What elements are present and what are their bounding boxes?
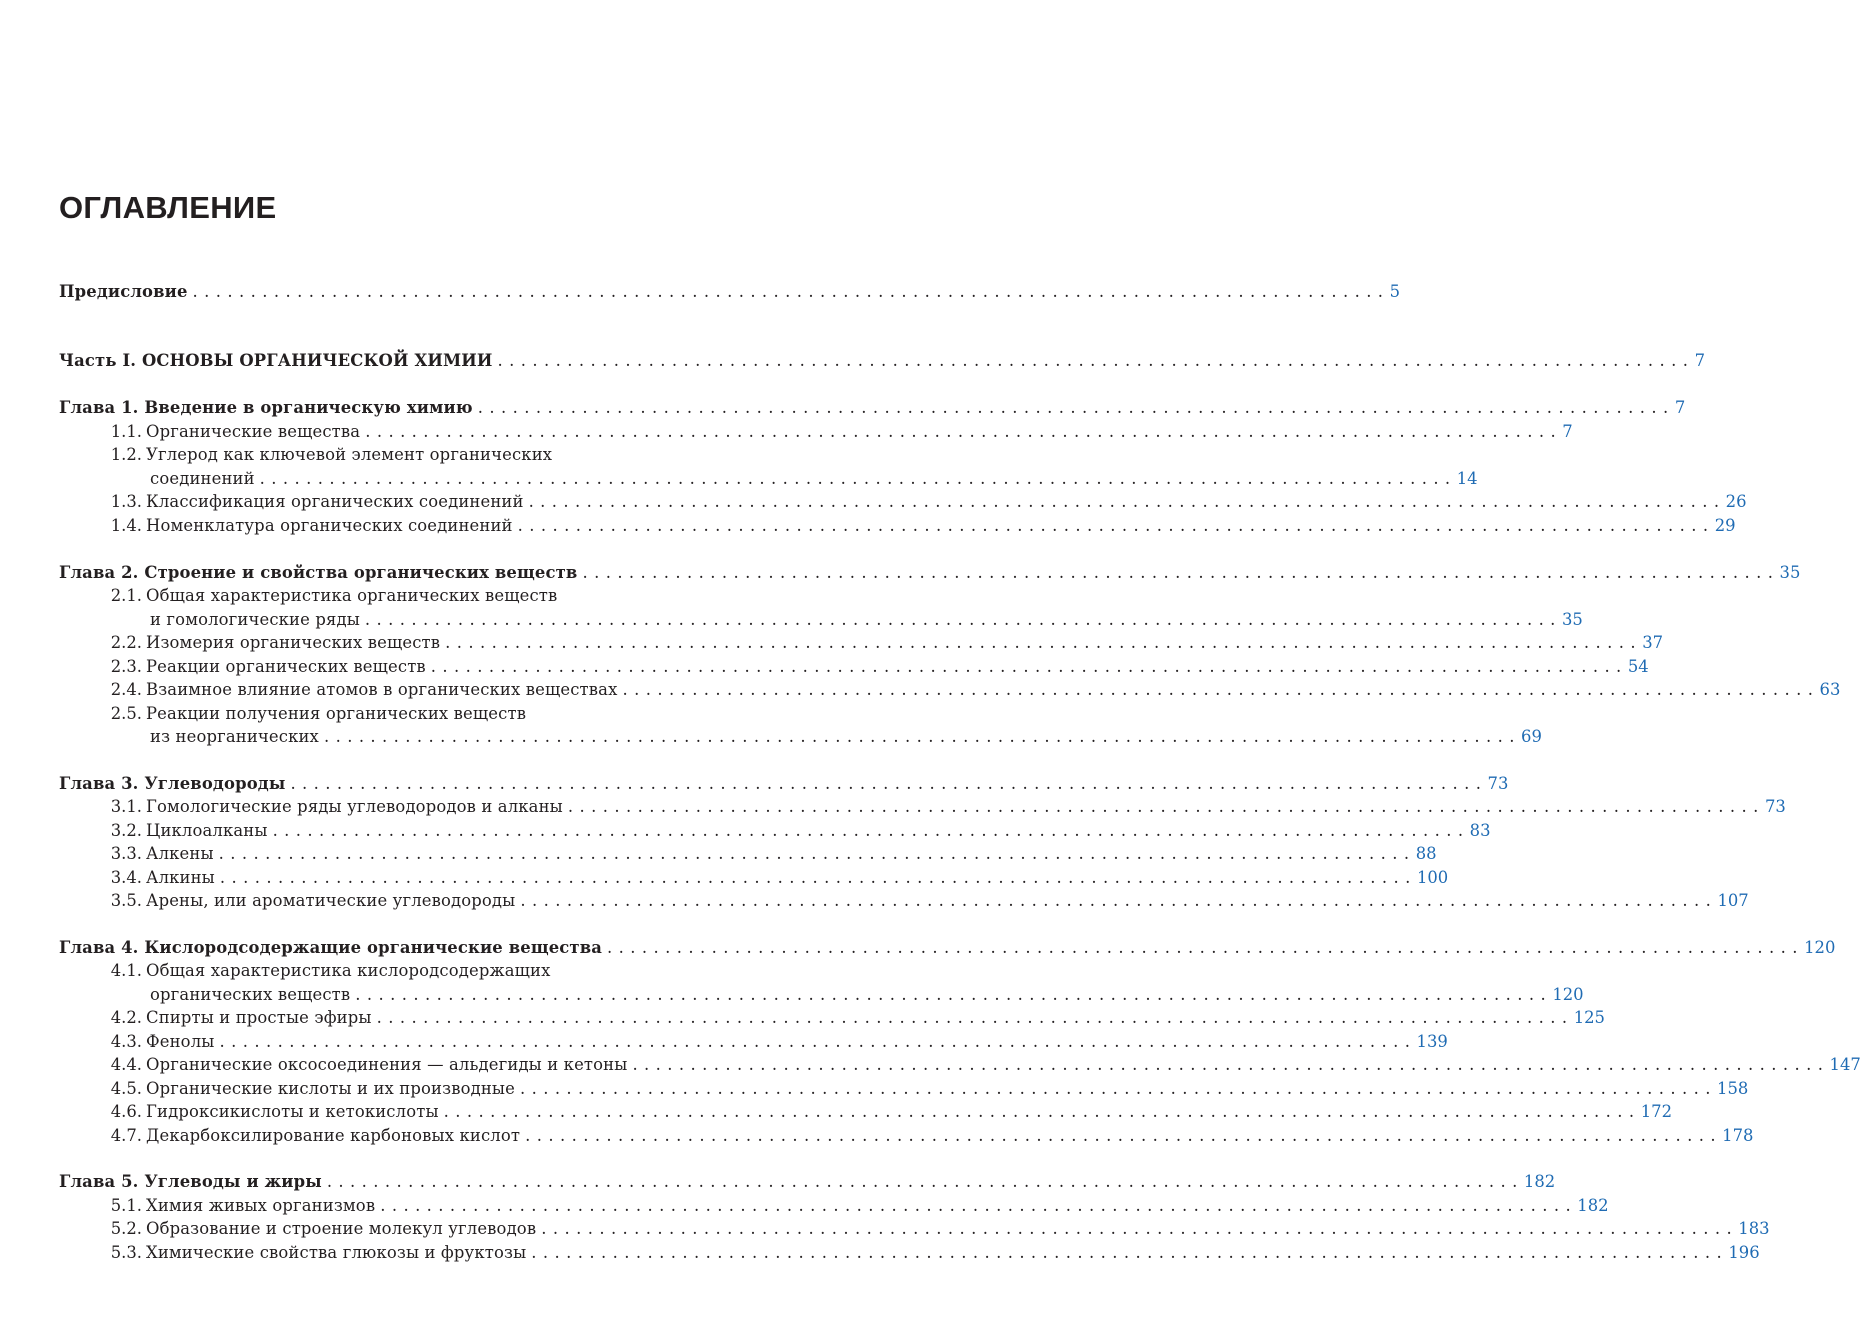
section-number: 4.4. [110,1055,142,1074]
section-number: 1.3. [110,492,142,511]
dot-leader [525,1124,1716,1148]
toc-page-number: 158 [1717,1079,1749,1098]
toc-page-number: 120 [1552,985,1584,1004]
toc-page-number: 147 [1829,1055,1861,1074]
section-number: 4.7. [110,1126,142,1145]
toc-page-number: 26 [1725,492,1747,511]
dot-leader [582,561,1773,585]
toc-chapter-2[interactable] [59,561,1801,585]
section-number: 2.4. [110,680,142,699]
section-number: 4.5. [110,1079,142,1098]
toc-entry-preface[interactable] [59,280,1401,304]
section-number: 1.4. [110,516,142,535]
section-number: 3.4. [110,868,142,887]
dot-leader [445,631,1636,655]
dot-leader [380,1194,1571,1218]
toc-page-number: 7 [1694,351,1706,370]
toc-chapter-label: Глава 1. Введение в органическую химию [59,398,473,417]
section-label: Органические вещества [146,422,361,441]
toc-page-number: 35 [1562,610,1583,629]
toc-section-4-5[interactable] [59,1077,1749,1101]
toc-section-2-4[interactable] [59,678,1841,702]
toc-section-3-5[interactable] [59,889,1749,913]
toc-section-3-3[interactable] [59,842,1437,866]
section-label: Образование и строение молекул углеводов [146,1219,537,1238]
section-label: Алкены [146,844,214,863]
toc-page-number: 73 [1764,797,1786,816]
toc-page-number: 29 [1714,516,1736,535]
section-label: Циклоалканы [146,821,268,840]
toc-chapter-1[interactable] [59,396,1686,420]
section-number: 4.3. [110,1032,142,1051]
toc-page-number: 69 [1521,727,1542,746]
section-number: 3.1. [110,797,142,816]
toc-section-5-3[interactable] [59,1241,1760,1265]
section-label: Углерод как ключевой элемент органических [146,445,553,464]
dot-leader [622,678,1813,702]
section-number: 1.1. [110,422,142,441]
section-label-continued: органических веществ [150,985,351,1004]
section-label: Взаимное влияние атомов в органических веществах [146,680,618,699]
toc-section-1-2[interactable] [59,443,827,467]
dot-leader [541,1217,1732,1241]
toc-chapter-label: Глава 3. Углеводороды [59,774,286,793]
toc-section-2-3[interactable] [59,655,1649,679]
toc-page-number: 182 [1523,1172,1556,1191]
toc-section-1-1[interactable] [59,420,1573,444]
page-title: ОГЛАВЛЕНИЕ [59,190,277,225]
toc-page-number: 139 [1416,1032,1448,1051]
toc-page-number: 73 [1487,774,1509,793]
toc-chapter-4[interactable] [59,936,1836,960]
dot-leader [498,349,1689,373]
section-label: Фенолы [146,1032,215,1051]
toc-page-number: 35 [1779,563,1801,582]
toc-section-3-2[interactable] [59,819,1491,843]
toc-section-2-5[interactable] [59,702,827,726]
section-label: Арены, или ароматические углеводороды [146,891,516,910]
section-number: 2.5. [110,704,142,723]
section-number: 5.3. [110,1243,142,1262]
toc-page-number: 7 [1674,398,1686,417]
toc-page-number: 172 [1640,1102,1673,1121]
section-label: Органические кислоты и их производные [146,1079,515,1098]
section-number: 5.1. [110,1196,142,1215]
section-label: Гидроксикислоты и кетокислоты [146,1102,439,1121]
toc-page-number: 83 [1469,821,1491,840]
section-label: Общая характеристика органических веществ [146,586,558,605]
dot-leader [520,889,1711,913]
section-number: 2.3. [110,657,142,676]
dot-leader [193,280,1384,304]
toc-section-1-4[interactable] [59,514,1736,538]
section-label: Номенклатура органических соединений [146,516,513,535]
toc-section-1-2-cont[interactable] [59,467,1478,491]
toc-page-number: 88 [1415,844,1437,863]
dot-leader [568,795,1759,819]
section-label: Спирты и простые эфиры [146,1008,372,1027]
toc-section-4-4[interactable] [59,1053,1861,1077]
toc-page-number: 5 [1389,282,1401,301]
toc-page-number: 37 [1642,633,1664,652]
toc-page-number: 14 [1456,469,1478,488]
toc-section-4-2[interactable] [59,1006,1605,1030]
toc-section-4-6[interactable] [59,1100,1673,1124]
toc-section-3-4[interactable] [59,866,1449,890]
section-label: Декарбоксилирование карбоновых кислот [146,1126,521,1145]
toc-section-3-1[interactable] [59,795,1786,819]
section-number: 4.6. [110,1102,142,1121]
toc-section-4-1[interactable] [59,959,827,983]
toc-page-number: 196 [1728,1243,1760,1262]
toc-page-number: 120 [1804,938,1836,957]
toc-page-number: 183 [1738,1219,1770,1238]
dot-leader [632,1053,1823,1077]
section-number: 4.1. [110,961,142,980]
section-label: Реакции получения органических веществ [146,704,527,723]
dot-leader [431,655,1622,679]
dot-leader [219,842,1410,866]
toc-section-2-2[interactable] [59,631,1664,655]
section-number: 1.2. [110,445,142,464]
toc-entry-part-1[interactable] [59,349,1706,373]
section-label: Химические свойства глюкозы и фруктозы [146,1243,527,1262]
dot-leader [355,983,1546,1007]
section-number: 2.1. [110,586,142,605]
dot-leader [220,866,1411,890]
toc-section-4-7[interactable] [59,1124,1754,1148]
dot-leader [365,420,1556,444]
dot-leader [273,819,1464,843]
section-label-continued: соединений [150,469,255,488]
section-number: 2.2. [110,633,142,652]
toc-page-number: 54 [1627,657,1649,676]
dot-leader [529,490,1720,514]
toc-section-2-1[interactable] [59,584,827,608]
section-label: Классификация органических соединений [146,492,524,511]
section-number: 4.2. [110,1008,142,1027]
section-label-continued: и гомологические ряды [150,610,360,629]
toc-page-number: 178 [1722,1126,1754,1145]
section-label: Химия живых организмов [146,1196,376,1215]
dot-leader [290,772,1481,796]
toc-chapter-5[interactable] [59,1170,1556,1194]
toc-section-5-2[interactable] [59,1217,1770,1241]
section-label: Реакции органических веществ [146,657,426,676]
dot-leader [518,514,1709,538]
dot-leader [607,936,1798,960]
toc-section-2-5-cont[interactable] [59,725,1542,749]
section-label: Общая характеристика кислородсодержащих [146,961,551,980]
section-number: 3.2. [110,821,142,840]
toc-section-1-3[interactable] [59,490,1747,514]
section-number: 3.3. [110,844,142,863]
toc-page-number: 182 [1577,1196,1609,1215]
section-label: Изомерия органических веществ [146,633,441,652]
section-number: 5.2. [110,1219,142,1238]
toc-page-number: 100 [1416,868,1449,887]
toc-section-4-3[interactable] [59,1030,1448,1054]
section-label: Алкины [146,868,215,887]
dot-leader [260,467,1451,491]
toc-chapter-label: Глава 4. Кислородсодержащие органические вещества [59,938,603,957]
toc-page-number: 107 [1717,891,1749,910]
toc-chapter-3[interactable] [59,772,1509,796]
toc-chapter-label: Глава 2. Строение и свойства органических веществ [59,563,578,582]
toc-section-2-1-cont[interactable] [59,608,1583,632]
toc-chapter-label: Глава 5. Углеводы и жиры [59,1172,322,1191]
dot-leader [377,1006,1568,1030]
dot-leader [531,1241,1722,1265]
dot-leader [324,725,1515,749]
section-label: Органические оксосоединения — альдегиды и кетоны [146,1055,628,1074]
toc-entry-label: Предисловие [59,282,188,301]
toc-section-5-1[interactable] [59,1194,1609,1218]
toc-section-4-1-cont[interactable] [59,983,1584,1007]
dot-leader [520,1077,1711,1101]
dot-leader [478,396,1669,420]
toc-page-number: 63 [1819,680,1841,699]
toc-page-number: 7 [1562,422,1573,441]
toc-page-number: 125 [1573,1008,1605,1027]
dot-leader [444,1100,1635,1124]
dot-leader [365,608,1556,632]
toc-entry-label: Часть I. ОСНОВЫ ОРГАНИЧЕСКОЙ ХИМИИ [59,351,493,370]
section-label: Гомологические ряды углеводородов и алканы [146,797,563,816]
dot-leader [219,1030,1410,1054]
section-label-continued: из неорганических [150,727,319,746]
section-number: 3.5. [110,891,142,910]
dot-leader [327,1170,1518,1194]
